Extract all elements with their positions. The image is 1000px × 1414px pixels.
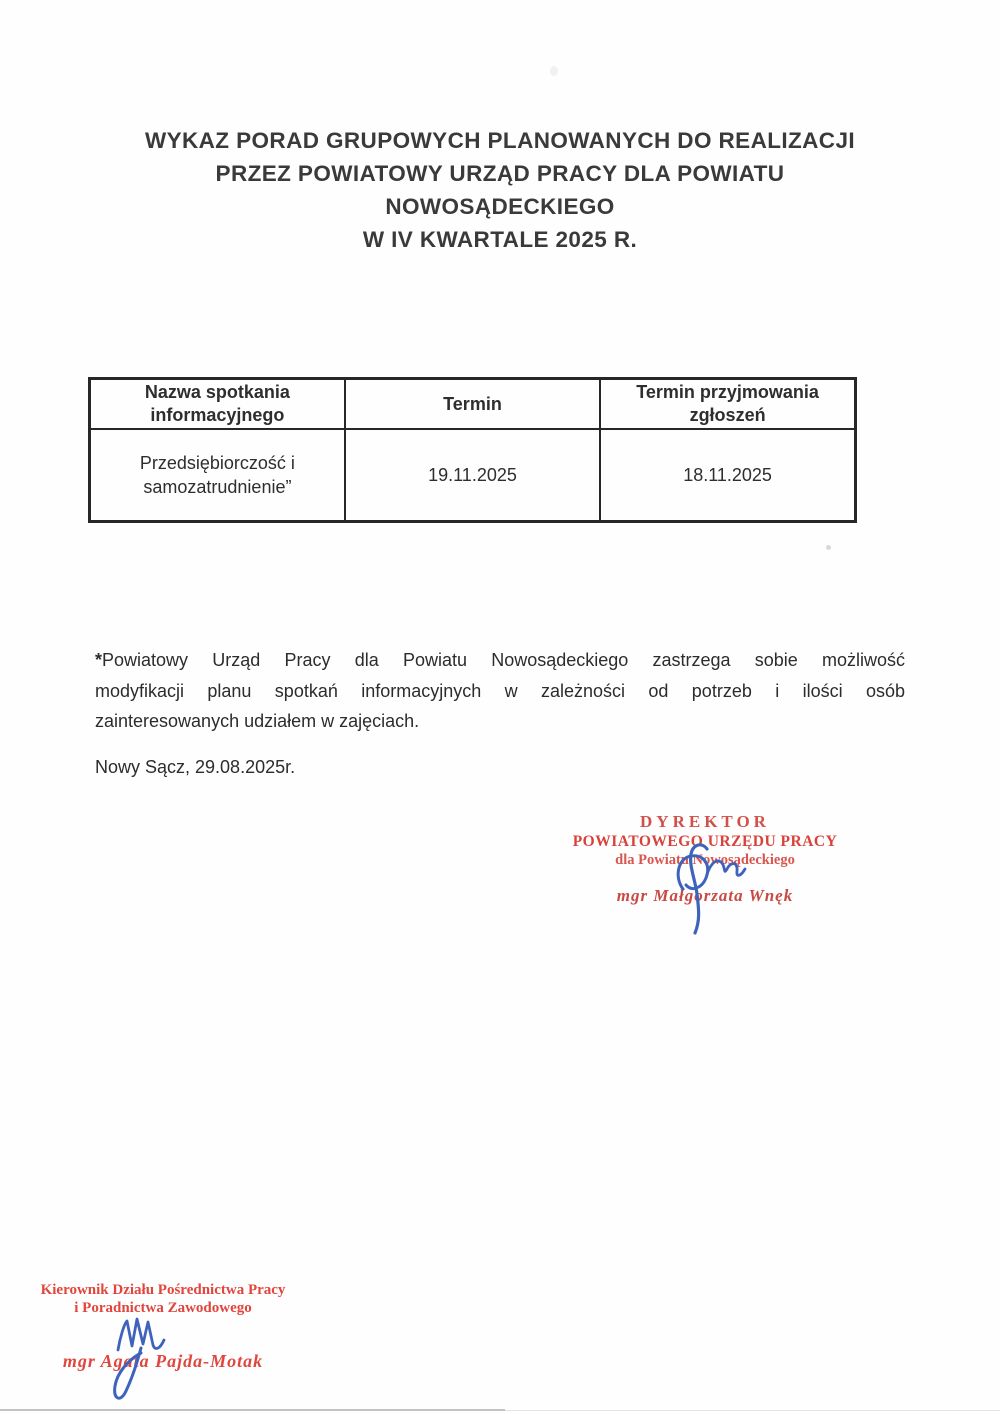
cell-date: 19.11.2025	[345, 429, 600, 521]
manager-stamp-line-2: i Poradnictwa Zawodowego	[74, 1300, 252, 1316]
header-cell-date: Termin	[345, 379, 600, 430]
table-header-row	[90, 379, 856, 430]
director-stamp-title: DYREKTOR	[640, 812, 770, 831]
document-title	[0, 124, 1000, 256]
manager-signature-name: mgr Agata Pajda-Motak	[62, 1351, 264, 1371]
manager-stamp-line-1: Kierownik Działu Pośrednictwa Pracy	[40, 1282, 286, 1298]
scan-speck	[550, 66, 558, 76]
title-line-1: WYKAZ PORAD GRUPOWYCH PLANOWANYCH DO REALIZACJI	[144, 128, 856, 153]
director-stamp-district: dla Powiatu Nowosądeckiego	[615, 852, 795, 868]
title-line-2: PRZEZ POWIATOWY URZĄD PRACY DLA POWIATU	[215, 161, 785, 186]
scan-artifact-line-dark	[0, 1409, 505, 1411]
footnote-line-2: modyfikacji planu spotkań informacyjnych w zależności od potrzeb i ilości osób	[95, 680, 905, 701]
schedule-table	[88, 377, 857, 523]
cell-meeting-name: Przedsiębiorczość i samozatrudnienie”	[90, 429, 345, 521]
header-cell-registration-deadline: Termin przyjmowania zgłoszeń	[600, 379, 855, 430]
table-row	[90, 429, 856, 521]
footnote	[95, 645, 905, 737]
director-stamp-office: POWIATOWEGO URZĘDU PRACY	[572, 833, 838, 850]
header-cell-meeting-name: Nazwa spotkania informacyjnego	[90, 379, 345, 430]
title-line-4: W IV KWARTALE 2025 R.	[362, 227, 638, 252]
title-line-3: NOWOSĄDECKIEGO	[385, 194, 615, 219]
cell-registration-deadline: 18.11.2025	[600, 429, 855, 521]
footnote-asterisk: *	[95, 650, 103, 670]
manager-stamp	[28, 1281, 298, 1372]
place-date-line: Nowy Sącz, 29.08.2025r.	[95, 757, 296, 777]
director-signature-name: mgr Małgorzata Wnęk	[616, 886, 794, 905]
footnote-line-3: zainteresowanych udziałem w zajęciach.	[95, 711, 420, 731]
director-stamp	[555, 812, 855, 906]
scan-speck	[826, 545, 831, 550]
footnote-line-1: *Powiatowy Urząd Pracy dla Powiatu Nowosądeckiego zastrzega sobie możliwość	[95, 650, 905, 670]
